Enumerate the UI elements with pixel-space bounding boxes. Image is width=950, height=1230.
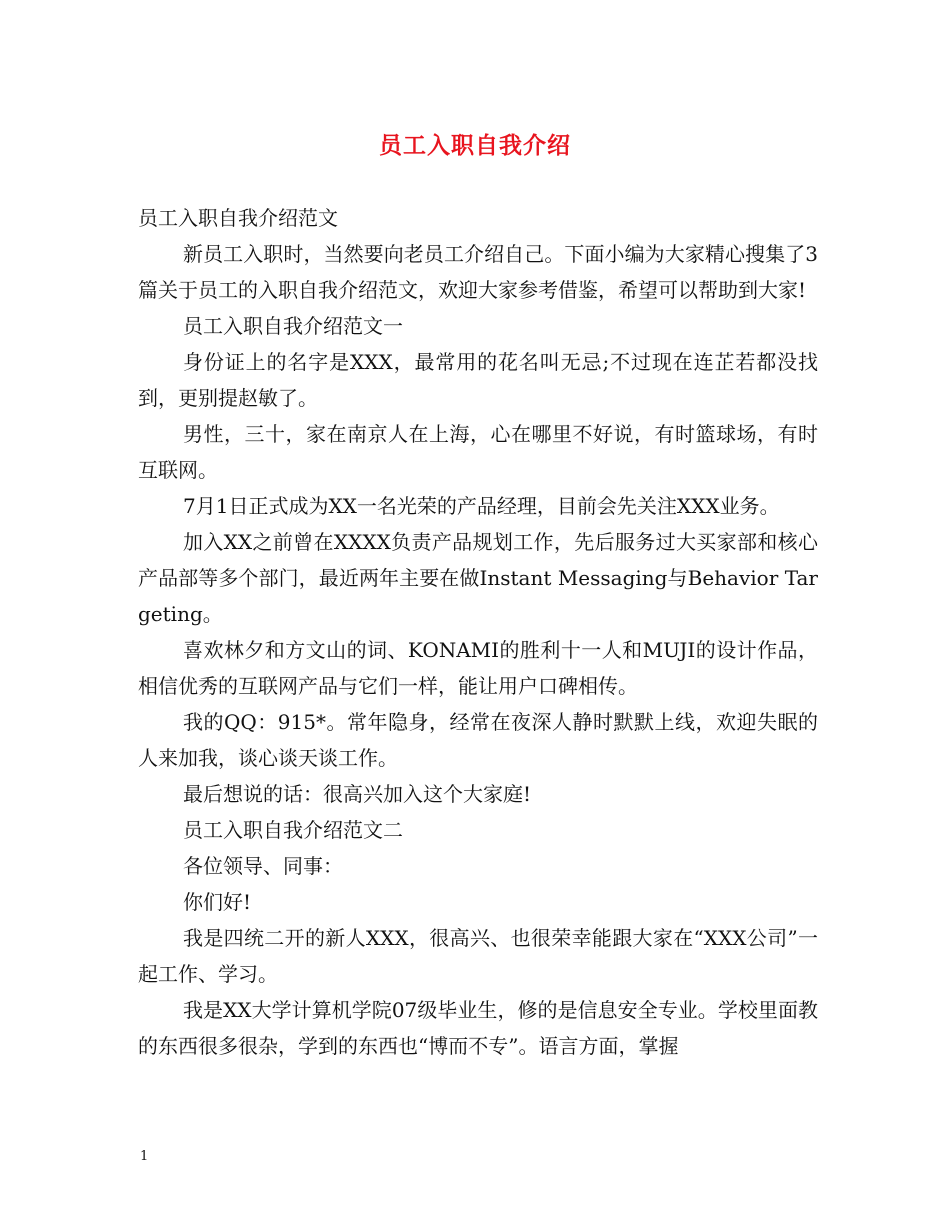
paragraph: 身份证上的名字是XXX，最常用的花名叫无忌;不过现在连芷若都没找到，更别提赵敏了。 — [138, 350, 818, 410]
paragraph: 7月1日正式成为XX一名光荣的产品经理，目前会先关注XXX业务。 — [183, 494, 780, 518]
paragraph: 加入XX之前曾在XXXX负责产品规划工作，先后服务过大买家部和核心产品部等多个部门，最近两年主要在做Instant Messaging与Behavior Targeting。 — [138, 530, 818, 626]
document-body — [138, 200, 818, 1064]
section-heading-2: 员工入职自我介绍范文二 — [183, 818, 403, 842]
paragraph: 你们好! — [183, 890, 252, 914]
page-number: 1 — [140, 1149, 149, 1164]
paragraph: 喜欢林夕和方文山的词、KONAMI的胜利十一人和MUJI的设计作品，相信优秀的互联网产品与它们一样，能让用户口碑相传。 — [138, 638, 818, 698]
paragraph: 我的QQ：915*。常年隐身，经常在夜深人静时默默上线，欢迎失眠的人来加我，谈心谈天谈工作。 — [138, 710, 818, 770]
paragraph: 我是XX大学计算机学院07级毕业生，修的是信息安全专业。学校里面教的东西很多很杂，学到的东西也“博而不专”。语言方面，掌握 — [138, 998, 818, 1058]
section-heading-1: 员工入职自我介绍范文一 — [183, 314, 403, 338]
paragraph-subtitle: 员工入职自我介绍范文 — [138, 206, 338, 230]
paragraph-intro: 新员工入职时，当然要向老员工介绍自己。下面小编为大家精心搜集了3篇关于员工的入职自我介绍范文，欢迎大家参考借鉴，希望可以帮助到大家! — [138, 242, 818, 302]
paragraph: 各位领导、同事： — [183, 854, 343, 878]
paragraph: 我是四统二开的新人XXX，很高兴、也很荣幸能跟大家在“XXX公司”一起工作、学习。 — [138, 926, 818, 986]
document-title: 员工入职自我介绍 — [379, 132, 571, 159]
paragraph: 最后想说的话：很高兴加入这个大家庭! — [183, 782, 532, 806]
paragraph: 男性，三十，家在南京人在上海，心在哪里不好说，有时篮球场，有时互联网。 — [138, 422, 818, 482]
